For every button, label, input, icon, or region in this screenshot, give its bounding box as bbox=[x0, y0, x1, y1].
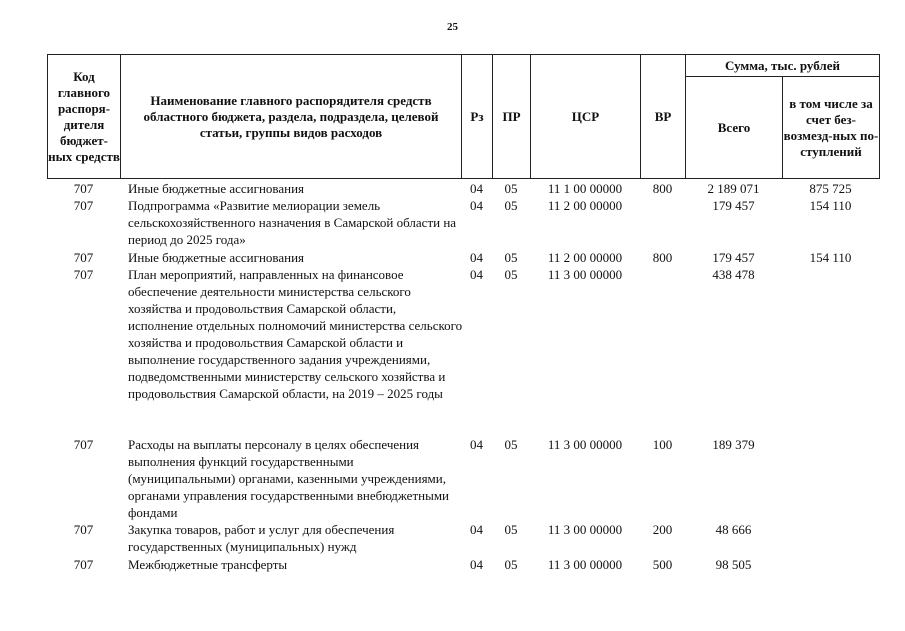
header-code: Код главного распоря-дителя бюджет-ных средств bbox=[48, 55, 121, 179]
header-vr: ВР bbox=[641, 55, 686, 179]
cell-rz: 04 bbox=[470, 267, 483, 282]
cell-total: 189 379 bbox=[712, 437, 755, 452]
cell-name: Иные бюджетные ассигнования bbox=[128, 181, 305, 196]
cell-name: План мероприятий, направленных на финансовое обеспечение деятельности министерства сельского хозяйства и продовольствия Самарской области, исполнение отдельных полномочий министерства сельского хозяйства и продовольствия Самарской области и выполнение государственного задания учреждениями, подведомственными министерству сельского хозяйства и продовольствия Самарской области, на 2019 – 2025 годы bbox=[128, 267, 463, 401]
cell-code: 707 bbox=[73, 181, 94, 196]
cell-rz: 04 bbox=[470, 181, 483, 196]
cell-csr: 11 2 00 00000 bbox=[547, 198, 623, 213]
cell-total: 2 189 071 bbox=[707, 181, 760, 196]
cell-code: 707 bbox=[73, 198, 94, 213]
cell-name: Межбюджетные трансферты bbox=[128, 557, 288, 572]
cell-csr: 11 3 00 00000 bbox=[547, 522, 623, 537]
table-header bbox=[47, 54, 880, 179]
cell-name: Расходы на выплаты персоналу в целях обеспечения выполнения функций государственными (муниципальными) органами, казенными учреждениями, органами управления государственными внебюджетными фондами bbox=[128, 437, 450, 520]
cell-csr: 11 3 00 00000 bbox=[547, 557, 623, 572]
header-pr: ПР bbox=[493, 55, 531, 179]
cell-code: 707 bbox=[73, 522, 94, 537]
cell-pr: 05 bbox=[504, 437, 518, 452]
header-rz: Рз bbox=[462, 55, 493, 179]
cell-total: 438 478 bbox=[712, 267, 755, 282]
header-name: Наименование главного распорядителя средств областного бюджета, раздела, подраздела, целевой статьи, группы видов расходов bbox=[121, 55, 462, 179]
cell-total: 179 457 bbox=[712, 198, 755, 213]
cell-pr: 05 bbox=[504, 522, 518, 537]
cell-name: Закупка товаров, работ и услуг для обеспечения государственных (муниципальных) нужд bbox=[128, 522, 395, 554]
cell-incl: 154 110 bbox=[809, 250, 852, 265]
cell-vr: 200 bbox=[652, 522, 673, 537]
cell-csr: 11 3 00 00000 bbox=[547, 437, 623, 452]
cell-rz: 04 bbox=[470, 557, 483, 572]
cell-incl: 154 110 bbox=[809, 198, 852, 213]
cell-code: 707 bbox=[73, 437, 94, 452]
cell-csr: 11 2 00 00000 bbox=[547, 250, 623, 265]
header-incl: в том числе за счет без-возмезд-ных по-ступлений bbox=[783, 77, 880, 179]
cell-pr: 05 bbox=[504, 267, 518, 282]
cell-rz: 04 bbox=[470, 250, 483, 265]
cell-total: 179 457 bbox=[712, 250, 755, 265]
cell-rz: 04 bbox=[470, 437, 483, 452]
cell-pr: 05 bbox=[504, 181, 518, 196]
cell-code: 707 bbox=[73, 267, 94, 282]
cell-name: Подпрограмма «Развитие мелиорации земель сельскохозяйственного назначения в Самарской области на период до 2025 года» bbox=[128, 198, 457, 247]
cell-vr: 800 bbox=[652, 250, 673, 265]
cell-total: 98 505 bbox=[715, 557, 752, 572]
cell-csr: 11 3 00 00000 bbox=[547, 267, 623, 282]
page-number: 25 bbox=[447, 21, 458, 33]
cell-code: 707 bbox=[73, 250, 94, 265]
cell-incl: 875 725 bbox=[809, 181, 852, 196]
header-csr: ЦСР bbox=[531, 55, 641, 179]
cell-total: 48 666 bbox=[715, 522, 752, 537]
header-total: Всего bbox=[686, 77, 783, 179]
cell-pr: 05 bbox=[504, 198, 518, 213]
cell-vr: 800 bbox=[652, 181, 673, 196]
cell-rz: 04 bbox=[470, 522, 483, 537]
cell-csr: 11 1 00 00000 bbox=[547, 181, 623, 196]
cell-vr: 500 bbox=[652, 557, 673, 572]
cell-vr: 100 bbox=[652, 437, 673, 452]
header-sum: Сумма, тыс. рублей bbox=[686, 55, 880, 77]
cell-name: Иные бюджетные ассигнования bbox=[128, 250, 305, 265]
cell-pr: 05 bbox=[504, 250, 518, 265]
cell-rz: 04 bbox=[470, 198, 483, 213]
cell-code: 707 bbox=[73, 557, 94, 572]
cell-pr: 05 bbox=[504, 557, 518, 572]
